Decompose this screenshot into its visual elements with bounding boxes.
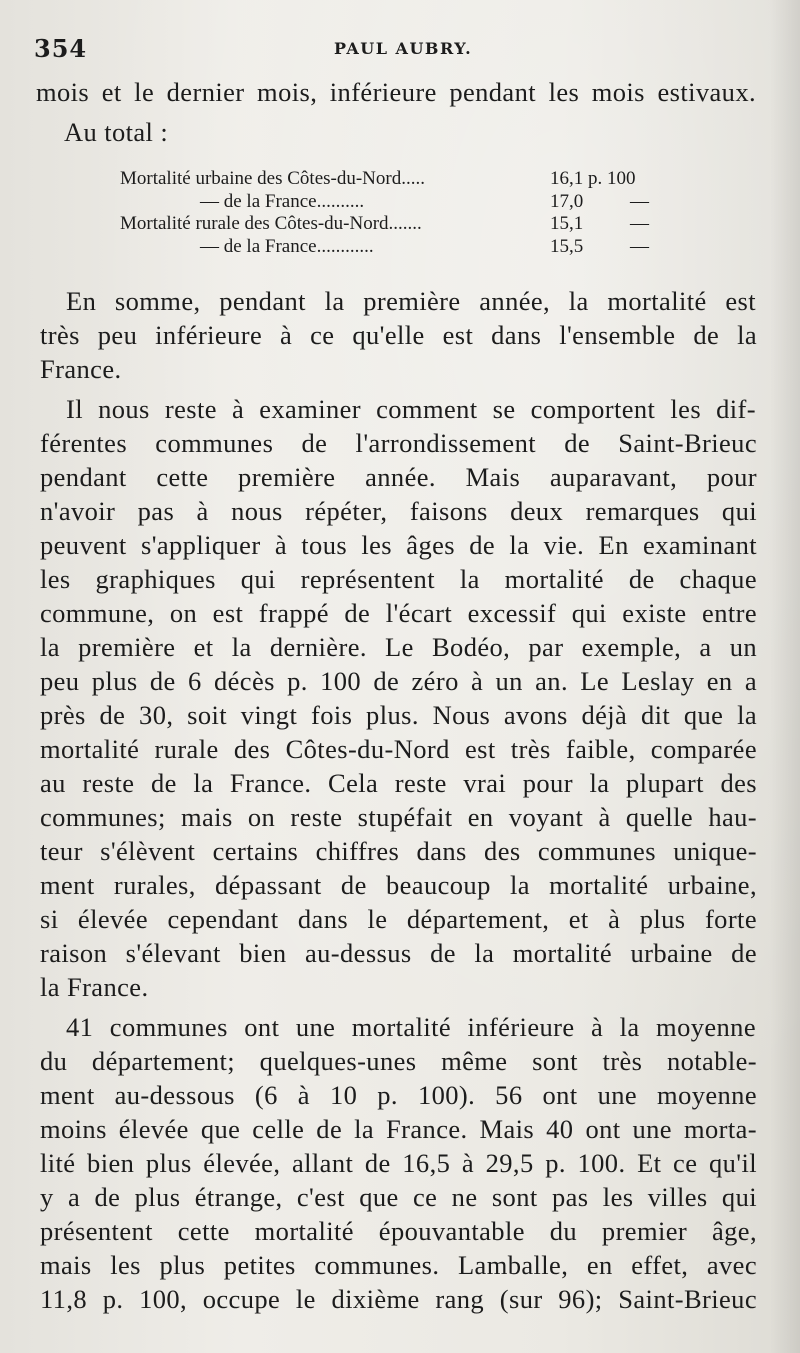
table-row-dash: — [630,191,649,212]
table-row-label: Mortalité urbaine des Côtes-du-Nord..... [120,168,425,189]
text-line: férentes communes de l'arrondissement de Saint-Brieuc [40,428,757,458]
page-edge-shadow [770,0,800,1353]
text-line: ment au-dessous (6 à 10 p. 100). 56 ont une moyenne [40,1080,757,1110]
text-line: du département; quelques-unes même sont très notable- [40,1046,757,1076]
text-line: mois et le dernier mois, inférieure pendant les mois estivaux. [36,77,756,107]
text-line: En somme, pendant la première année, la mortalité est [66,286,756,316]
text-line: mortalité rurale des Côtes-du-Nord est très faible, comparée [40,734,757,764]
table-row-value: 15,1 [550,213,584,234]
text-line: communes; mais on reste stupéfait en voyant à quelle hau- [40,802,757,832]
text-line: mais les plus petites communes. Lamballe, en effet, avec [40,1250,757,1280]
text-line: 41 communes ont une mortalité inférieure à la moyenne [66,1012,756,1042]
text-line: près de 30, soit vingt fois plus. Nous avons déjà dit que la [40,700,757,730]
text-line: teur s'élèvent certains chiffres dans des communes unique- [40,836,757,866]
text-line: France. [40,354,122,384]
text-line: moins élevée que celle de la France. Mais 40 ont une morta- [40,1114,757,1144]
text-line: ment rurales, dépassant de beaucoup la mortalité urbaine, [40,870,757,900]
text-line: n'avoir pas à nous répéter, faisons deux remarques qui [40,496,757,526]
text-line: les graphiques qui représentent la mortalité de chaque [40,564,757,594]
text-line: si élevée cependant dans le département, et à plus forte [40,904,757,934]
text-line: présentent cette mortalité épouvantable du premier âge, [40,1216,757,1246]
table-row-label: — de la France............ [200,236,374,257]
table-row-value: 15,5 [550,236,584,257]
page-number: 354 [34,34,88,63]
text-line: la première et la dernière. Le Bodéo, par exemple, a un [40,632,757,662]
text-line: Il nous reste à examiner comment se comportent les dif- [66,394,756,424]
text-line: raison s'élevant bien au-dessus de la mortalité urbaine de [40,938,757,968]
table-row-dash: — [630,213,649,234]
text-line: y a de plus étrange, c'est que ce ne sont pas les villes qui [40,1182,757,1212]
text-line: lité bien plus élevée, allant de 16,5 à 29,5 p. 100. Et ce qu'il [40,1148,757,1178]
text-line: pendant cette première année. Mais auparavant, pour [40,462,757,492]
text-line: 11,8 p. 100, occupe le dixième rang (sur 96); Saint-Brieuc [40,1284,757,1314]
text-line: commune, on est frappé de l'écart excessif qui existe entre [40,598,757,628]
text-line: la France. [40,972,149,1002]
table-row-label: — de la France.......... [200,191,365,212]
text-line: peuvent s'appliquer à tous les âges de la vie. En examinant [40,530,757,560]
table-row-value: 16,1 p. 100 [550,168,636,189]
table-row-value: 17,0 [550,191,584,212]
table-row-label: Mortalité rurale des Côtes-du-Nord....... [120,213,422,234]
running-head: PAUL AUBRY. [334,39,473,58]
text-line: peu plus de 6 décès p. 100 de zéro à un an. Le Leslay en a [40,666,757,696]
text-line: très peu inférieure à ce qu'elle est dans l'ensemble de la [40,320,757,350]
page-header [34,34,764,68]
text-line: au reste de la France. Cela reste vrai pour la plupart des [40,768,757,798]
table-row-dash: — [630,236,649,257]
text-line: Au total : [64,117,169,147]
